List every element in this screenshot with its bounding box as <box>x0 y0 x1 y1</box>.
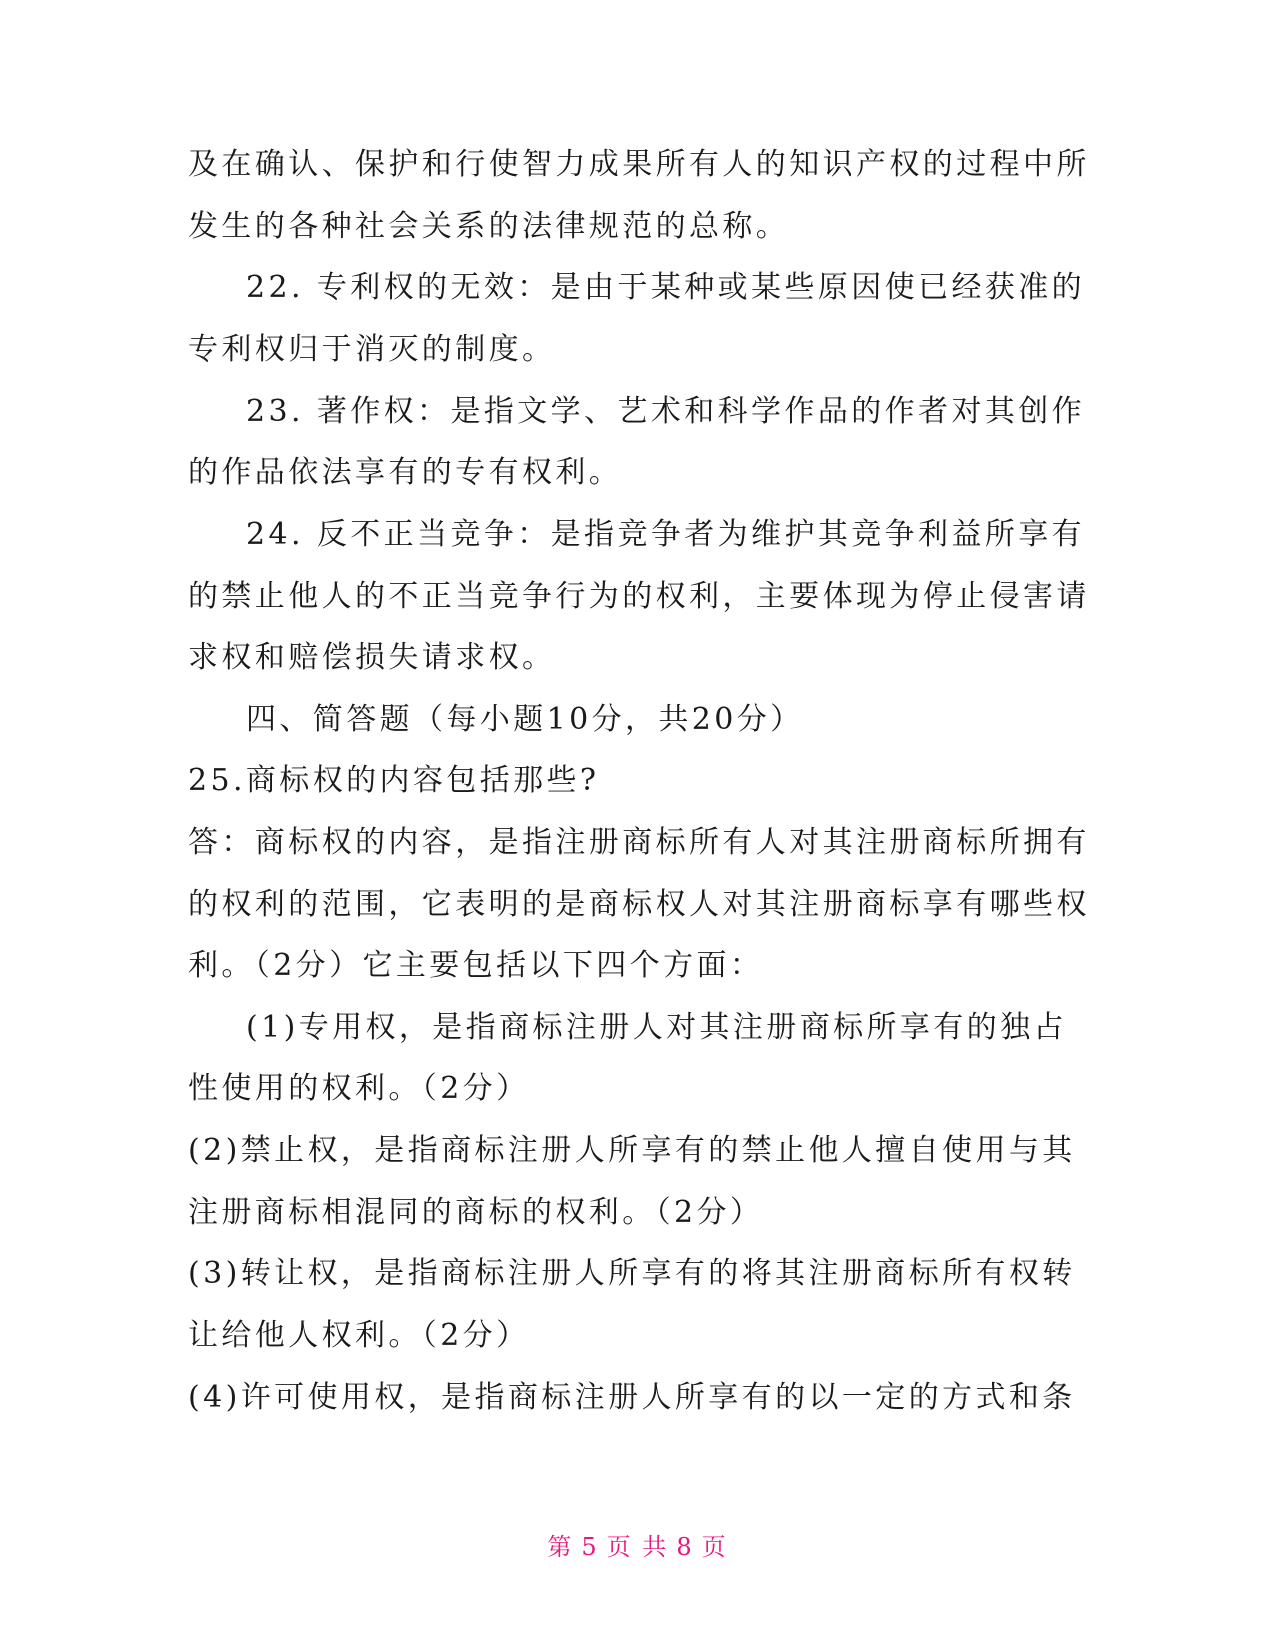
text-line: 24. 反不正当竞争：是指竞争者为维护其竞争利益所享有 <box>246 517 1086 552</box>
text-line: 22. 专利权的无效：是由于某种或某些原因使已经获准的 <box>246 270 1086 305</box>
page-suffix: 页 <box>701 1533 728 1561</box>
total-page-number: 8 <box>676 1533 694 1561</box>
text-line: 让给他人权利。（2分） <box>188 1318 530 1353</box>
section-heading: 四、简答题（每小题10分，共20分） <box>246 702 804 737</box>
question-title: 25.商标权的内容包括那些? <box>188 763 600 798</box>
text-line: 发生的各种社会关系的法律规范的总称。 <box>188 209 790 244</box>
text-line: 答：商标权的内容，是指注册商标所有人对其注册商标所拥有 <box>188 825 1090 860</box>
text-line: 注册商标相混同的商标的权利。（2分） <box>188 1195 764 1230</box>
text-line: 专利权归于消灭的制度。 <box>188 332 556 367</box>
text-line: 利。（2分）它主要包括以下四个方面： <box>188 948 764 983</box>
text-line: (4)许可使用权，是指商标注册人所享有的以一定的方式和条 <box>188 1380 1076 1415</box>
text-line: 及在确认、保护和行使智力成果所有人的知识产权的过程中所 <box>188 147 1090 182</box>
text-line: (3)转让权，是指商标注册人所享有的将其注册商标所有权转 <box>188 1256 1076 1291</box>
text-line: (2)禁止权，是指商标注册人所享有的禁止他人擅自使用与其 <box>188 1133 1076 1168</box>
text-line: 23. 著作权：是指文学、艺术和科学作品的作者对其创作 <box>246 394 1086 429</box>
page-footer <box>0 1527 1275 1562</box>
text-line: 的权利的范围，它表明的是商标权人对其注册商标享有哪些权 <box>188 887 1090 922</box>
text-line: (1)专用权，是指商标注册人对其注册商标所享有的独占 <box>246 1010 1067 1045</box>
text-line: 的禁止他人的不正当竞争行为的权利，主要体现为停止侵害请 <box>188 579 1090 614</box>
text-line: 的作品依法享有的专有权利。 <box>188 455 623 490</box>
page-middle-text: 页 共 <box>606 1533 669 1561</box>
page-prefix: 第 <box>547 1533 574 1561</box>
current-page-number: 5 <box>581 1533 599 1561</box>
text-line: 求权和赔偿损失请求权。 <box>188 640 556 675</box>
text-line: 性使用的权利。（2分） <box>188 1071 530 1106</box>
